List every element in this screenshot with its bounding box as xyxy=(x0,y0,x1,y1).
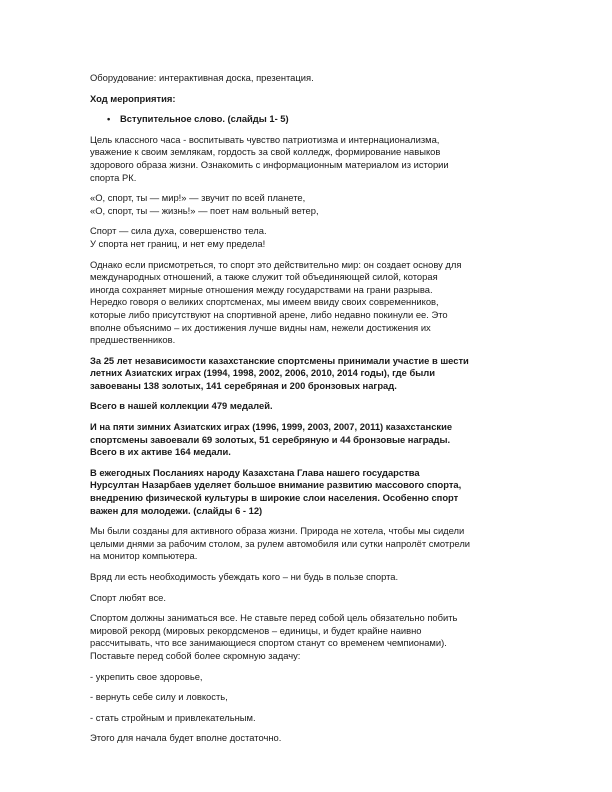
paragraph-line: предшественников. xyxy=(90,334,176,346)
paragraph-line: Мы были созданы для активного образа жизни. Природа не хотела, чтобы мы сидели xyxy=(90,525,465,537)
paragraph-line: - укрепить свое здоровье, xyxy=(90,670,203,682)
paragraphs-container xyxy=(90,134,522,745)
bullet-item xyxy=(90,113,522,126)
paragraph xyxy=(90,592,522,605)
paragraph-line: «О, спорт, ты — жизнь!» — поет нам вольный ветер, xyxy=(90,204,319,216)
paragraph-line: здорового образа жизни. Ознакомить с информационным материалом из истории xyxy=(90,158,449,170)
equipment-text: Оборудование: интерактивная доска, презентация. xyxy=(90,72,314,83)
equipment-line xyxy=(90,72,522,85)
paragraph xyxy=(90,400,522,413)
paragraph-line: которые либо присутствуют на спортивной арене, либо недавно покинули ее. Это xyxy=(90,308,448,320)
paragraph xyxy=(90,225,522,250)
paragraph-line: внедрению физической культуры в широкие слои населения. Особенно спорт xyxy=(90,492,459,504)
paragraph-line: «О, спорт, ты — мир!» — звучит по всей планете, xyxy=(90,192,306,204)
paragraph-line: спортсмены завоевали 69 золотых, 51 серебряную и 44 бронзовые награды. xyxy=(90,433,451,445)
paragraph-line: Цель классного часа - воспитывать чувство патриотизма и интернационализма, xyxy=(90,133,440,145)
paragraph-line: иногда сохраняет мирные отношения между государствами на грани разрыва. xyxy=(90,283,433,295)
bullet-text: Вступительное слово. (слайды 1- 5) xyxy=(120,113,289,125)
paragraph-line: Спорт любят все. xyxy=(90,591,166,603)
bullet-marker: • xyxy=(107,113,111,125)
section-heading xyxy=(90,93,522,106)
paragraph-line: Однако если присмотреться, то спорт это действительно мир: он создает основу для xyxy=(90,258,462,270)
paragraph-line: Всего в их активе 164 медали. xyxy=(90,446,231,458)
paragraph xyxy=(90,467,522,517)
paragraph xyxy=(90,421,522,459)
paragraph-line: Спорт — сила духа, совершенство тела. xyxy=(90,225,267,237)
paragraph xyxy=(90,671,522,684)
paragraph xyxy=(90,691,522,704)
paragraph-line: Нурсултан Назарбаев уделяет большое внимание развитию массового спорта, xyxy=(90,479,462,491)
paragraph-line: летних Азиатских играх (1994, 1998, 2002, 2006, 2010, 2014 годы), где были xyxy=(90,367,435,379)
paragraph-line: завоеваны 138 золотых, 141 серебряная и 200 бронзовых наград. xyxy=(90,379,397,391)
paragraph-line: Вряд ли есть необходимость убеждать кого – ни будь в пользе спорта. xyxy=(90,571,399,582)
paragraph-line: Спортом должны заниматься все. Не ставьте перед собой цель обязательно побить xyxy=(90,612,458,624)
paragraph-line: важен для молодежи. (слайды 6 - 12) xyxy=(90,504,263,516)
section-heading-text: Ход мероприятия: xyxy=(90,92,176,104)
paragraph-line: Этого для начала будет вполне достаточно. xyxy=(90,732,282,744)
paragraph xyxy=(90,192,522,217)
paragraph-line: Нередко говоря о великих спортсменах, мы имеем ввиду своих современников, xyxy=(90,296,439,308)
paragraph-line: спорта РК. xyxy=(90,171,137,183)
paragraph-line: И на пяти зимних Азиатских играх (1996, 1999, 2003, 2007, 2011) казахстанские xyxy=(90,421,453,433)
paragraph xyxy=(90,571,522,584)
paragraph-line: вполне объяснимо – их достижения лучше видны нам, нежели достижения их xyxy=(90,321,431,333)
paragraph xyxy=(90,134,522,184)
paragraph-line: В ежегодных Посланиях народу Казахстана Глава нашего государства xyxy=(90,466,420,478)
paragraph-line: мировой рекорд (мировых рекордсменов – единицы, и будет крайне наивно xyxy=(90,624,422,636)
paragraph-line: целыми днями за рабочим столом, за рулем автомобиля или сутки напролёт смотрели xyxy=(90,537,471,549)
paragraph xyxy=(90,732,522,745)
document-page xyxy=(90,72,522,753)
paragraph-line: - стать стройным и привлекательным. xyxy=(90,711,256,723)
paragraph xyxy=(90,259,522,347)
paragraph xyxy=(90,355,522,393)
paragraph-line: уважение к своим землякам, гордость за свой колледж, формирование навыков xyxy=(90,146,441,158)
paragraph-line: - вернуть себе силу и ловкость, xyxy=(90,691,228,703)
paragraph-line: международных отношений, а также служит той объединяющей силой, которая xyxy=(90,271,438,283)
paragraph xyxy=(90,612,522,662)
paragraph-line: У спорта нет границ, и нет ему предела! xyxy=(90,237,266,249)
paragraph-line: Поставьте перед собой более скромную задачу: xyxy=(90,649,301,661)
paragraph-line: на монитор компьютера. xyxy=(90,550,198,562)
paragraph-line: Всего в нашей коллекции 479 медалей. xyxy=(90,400,273,412)
paragraph xyxy=(90,712,522,725)
paragraph xyxy=(90,525,522,563)
paragraph-line: За 25 лет независимости казахстанские спортсмены принимали участие в шести xyxy=(90,354,469,366)
paragraph-line: рассчитывать, что все занимающиеся спортом станут со временем чемпионами). xyxy=(90,637,447,649)
